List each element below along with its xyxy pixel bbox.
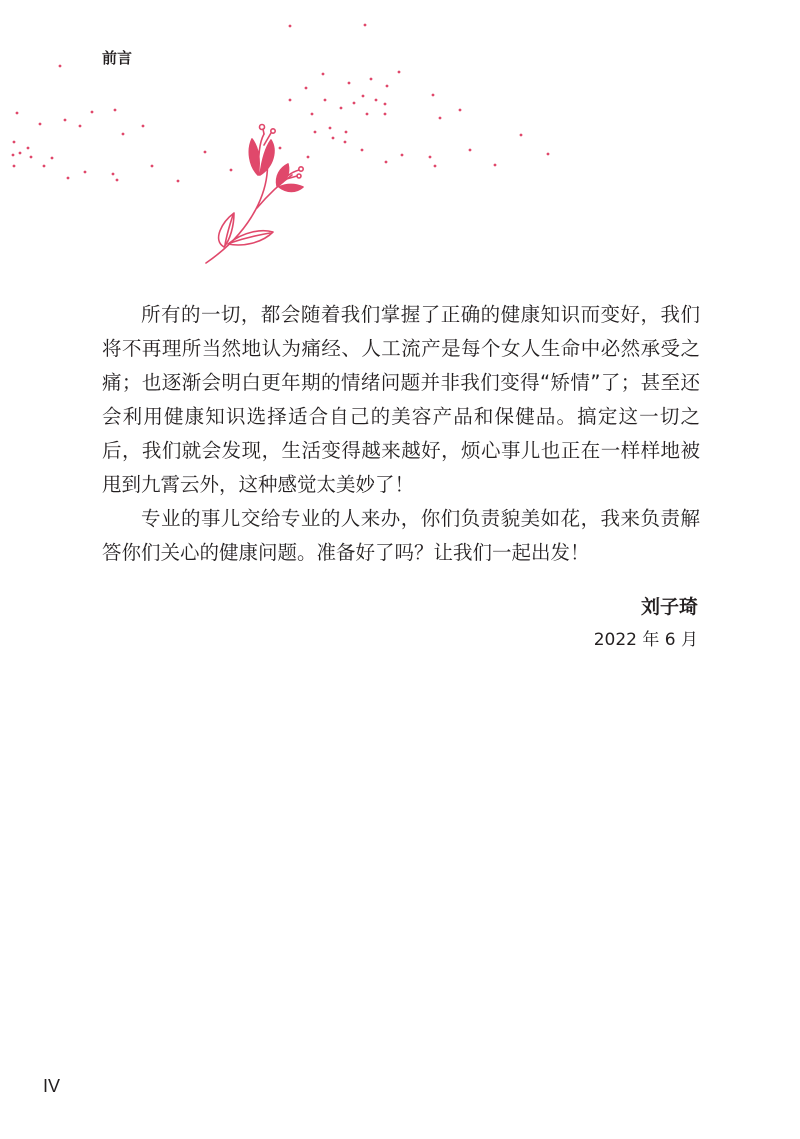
decorative-dot (340, 107, 343, 110)
decorative-dot (353, 102, 356, 105)
page-number: IV (43, 1076, 61, 1096)
decorative-dot (84, 171, 87, 174)
decorative-dot (230, 169, 233, 172)
decorative-dot (114, 109, 117, 112)
decorative-dot (64, 119, 67, 122)
decorative-dot (547, 153, 550, 156)
decorative-dot (314, 131, 317, 134)
preface-body (102, 298, 700, 570)
decorative-dot (307, 156, 310, 159)
decorative-dot (362, 95, 365, 98)
decorative-dot (16, 112, 19, 115)
decorative-dot (289, 99, 292, 102)
author-name: 刘子琦 (640, 596, 698, 618)
decorative-dot (116, 179, 119, 182)
paragraph: 所有的一切，都会随着我们掌握了正确的健康知识而变好，我们将不再理所当然地认为痛经、人工流产是每个女人生命中必然承受之痛；也逐渐会明白更年期的情绪问题并非我们变得“矫情”了；甚至还会利用健康知识选择适合自己的美容产品和保健品。搞定这一切之后，我们就会发现，生活变得越来越好，烦心事儿也正在一样样地被甩到九霄云外，这种感觉太美妙了！ (102, 303, 700, 496)
flower-sprig-icon (0, 0, 800, 290)
decorative-dot (375, 99, 378, 102)
decorative-dot (520, 134, 523, 137)
paragraph: 专业的事儿交给专业的人来办，你们负责貌美如花，我来负责解答你们关心的健康问题。准备好了吗？让我们一起出发！ (102, 507, 700, 564)
decorative-dot (122, 133, 125, 136)
decorative-dot (19, 152, 22, 155)
signature-date: 2022 年 6 月 (593, 630, 698, 650)
decorative-dot (51, 157, 54, 160)
decorative-dot (177, 180, 180, 183)
decorative-dot (279, 147, 282, 150)
decorative-dot (344, 141, 347, 144)
decorative-dot (401, 154, 404, 157)
decorative-dot (384, 103, 387, 106)
decorative-dot (67, 177, 70, 180)
decorative-dot (429, 156, 432, 159)
decorative-dot (329, 127, 332, 130)
decorative-dot (469, 149, 472, 152)
decorative-dot (434, 165, 437, 168)
decorative-dot (13, 165, 16, 168)
decorative-dot (384, 113, 387, 116)
decorative-dot (459, 109, 462, 112)
decorative-dot (494, 164, 497, 167)
decorative-dot (112, 173, 115, 176)
decorative-dot (386, 85, 389, 88)
decorative-dot (13, 141, 16, 144)
decorative-dot (151, 165, 154, 168)
signature-block (594, 593, 698, 654)
decorative-dot (289, 25, 292, 28)
decorative-dot (370, 78, 373, 81)
decorative-dot (322, 73, 325, 76)
decorative-dot (12, 154, 15, 157)
decorative-dot (79, 125, 82, 128)
decorative-dot (364, 24, 367, 27)
decorative-dot (366, 113, 369, 116)
decorative-dot (305, 87, 308, 90)
decorative-dot (59, 65, 62, 68)
decorative-dot (27, 147, 30, 150)
running-header-title: 前言 (102, 49, 133, 67)
decorative-dot (432, 94, 435, 97)
decorative-dot (398, 71, 401, 74)
decorative-dot (324, 99, 327, 102)
decorative-dot (345, 131, 348, 134)
decorative-dot (311, 113, 314, 116)
decorative-dot (43, 165, 46, 168)
decorative-dot (348, 82, 351, 85)
decorative-dot (39, 123, 42, 126)
decorative-dot (204, 151, 207, 154)
decorative-dot (361, 149, 364, 152)
decorative-dot (385, 161, 388, 164)
decorative-dot (332, 137, 335, 140)
decorative-dot (439, 117, 442, 120)
decorative-dot (91, 111, 94, 114)
decorative-dot (30, 156, 33, 159)
decorative-dot (142, 125, 145, 128)
